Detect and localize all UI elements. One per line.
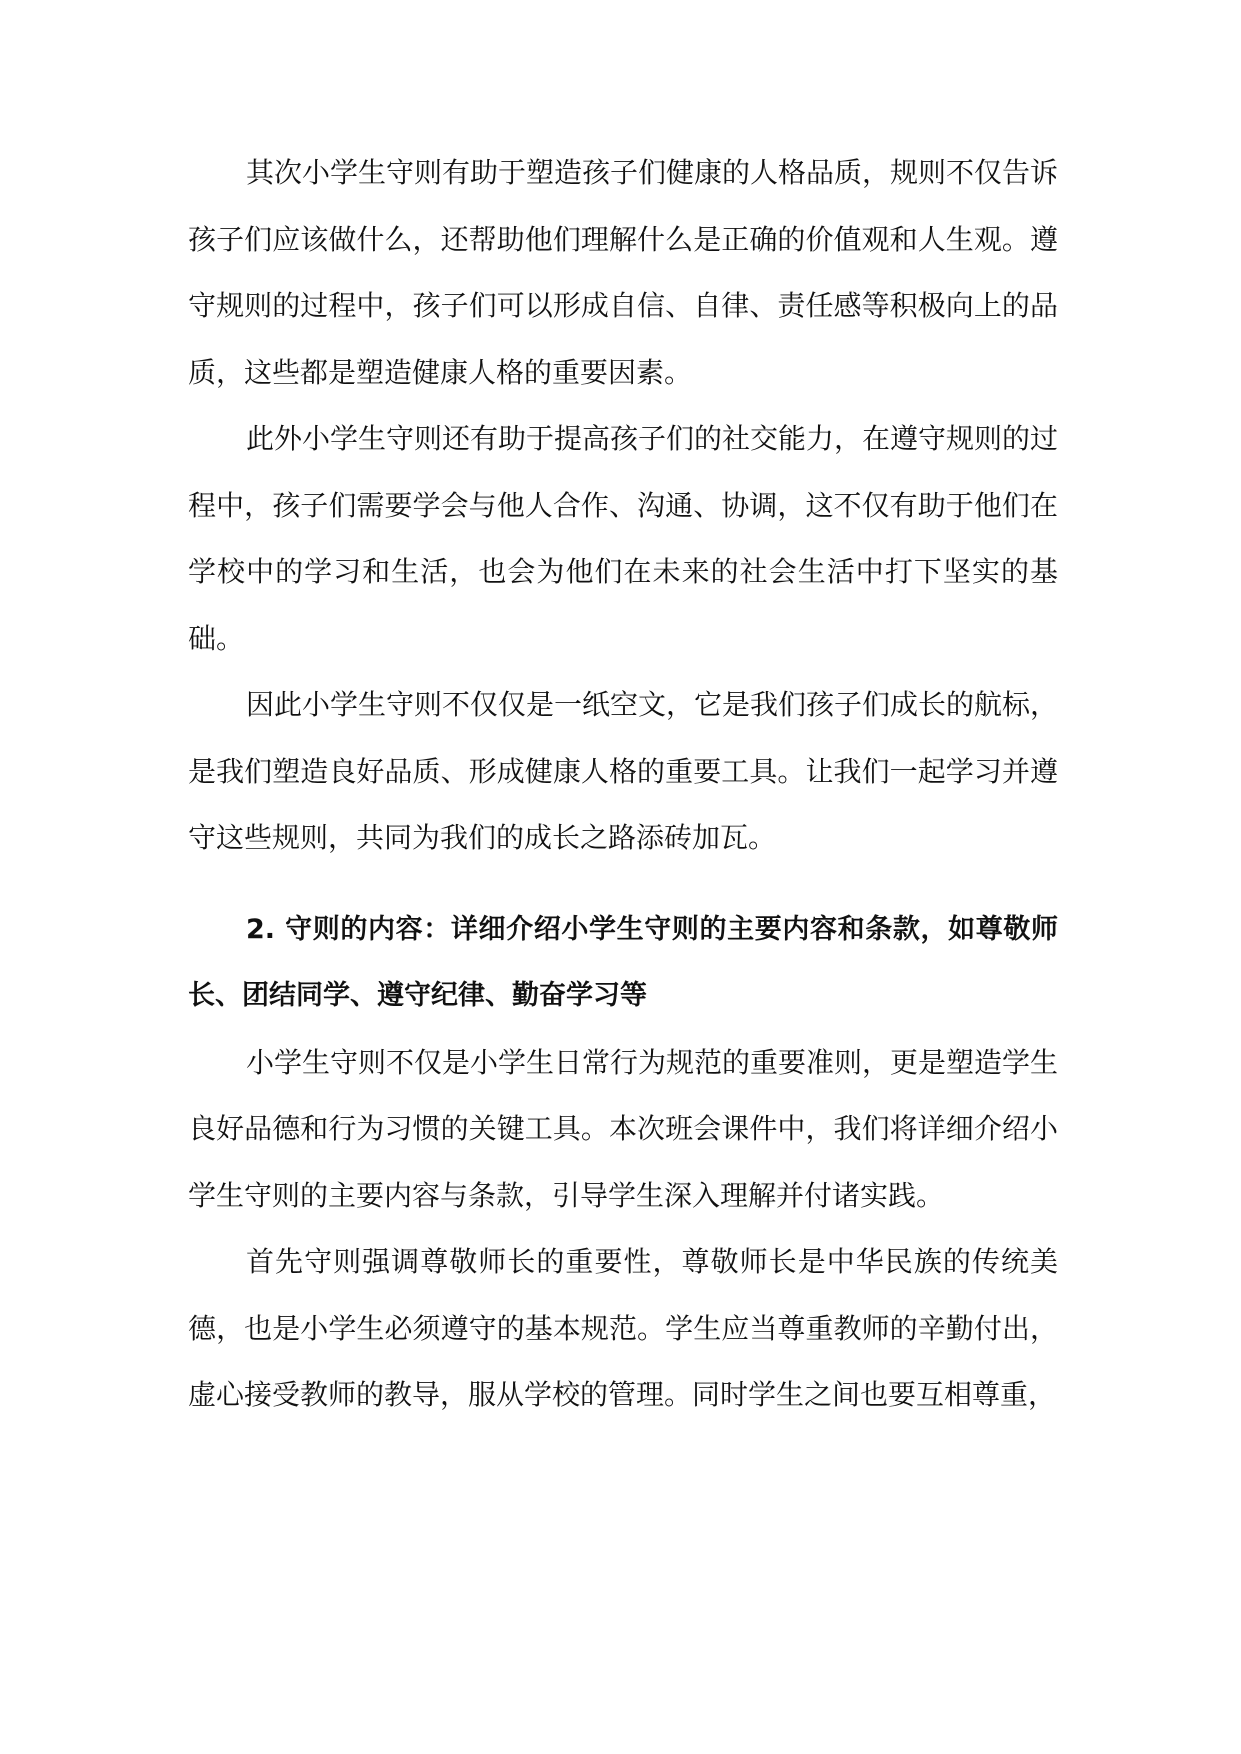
document-page bbox=[188, 140, 1058, 1429]
paragraph-conclusion: 因此小学生守则不仅仅是一纸空文，它是我们孩子们成长的航标，是我们塑造良好品质、形成健康人格的重要工具。让我们一起学习并遵守这些规则，共同为我们的成长之路添砖加瓦。 bbox=[188, 688, 1059, 854]
paragraph-respect-teachers: 首先守则强调尊敬师长的重要性，尊敬师长是中华民族的传统美德，也是小学生必须遵守的基本规范。学生应当尊重教师的辛勤付出，虚心接受教师的教导，服从学校的管理。同时学生之间也要互相尊重， bbox=[188, 1245, 1058, 1411]
paragraph-personality: 其次小学生守则有助于塑造孩子们健康的人格品质，规则不仅告诉孩子们应该做什么，还帮助他们理解什么是正确的价值观和人生观。遵守规则的过程中，孩子们可以形成自信、自律、责任感等积极向上的品质，这些都是塑造健康人格的重要因素。 bbox=[188, 156, 1059, 389]
paragraph-social-skills: 此外小学生守则还有助于提高孩子们的社交能力，在遵守规则的过程中，孩子们需要学会与他人合作、沟通、协调，这不仅有助于他们在学校中的学习和生活，也会为他们在未来的社会生活中打下坚实的基础。 bbox=[188, 422, 1059, 655]
paragraph-intro-content: 小学生守则不仅是小学生日常行为规范的重要准则，更是塑造学生良好品德和行为习惯的关键工具。本次班会课件中，我们将详细介绍小学生守则的主要内容与条款，引导学生深入理解并付诸实践。 bbox=[188, 1045, 1059, 1212]
section-heading: 2. 守则的内容：详细介绍小学生守则的主要内容和条款，如尊敬师长、团结同学、遵守纪律、勤奋学习等 bbox=[188, 913, 1058, 1011]
